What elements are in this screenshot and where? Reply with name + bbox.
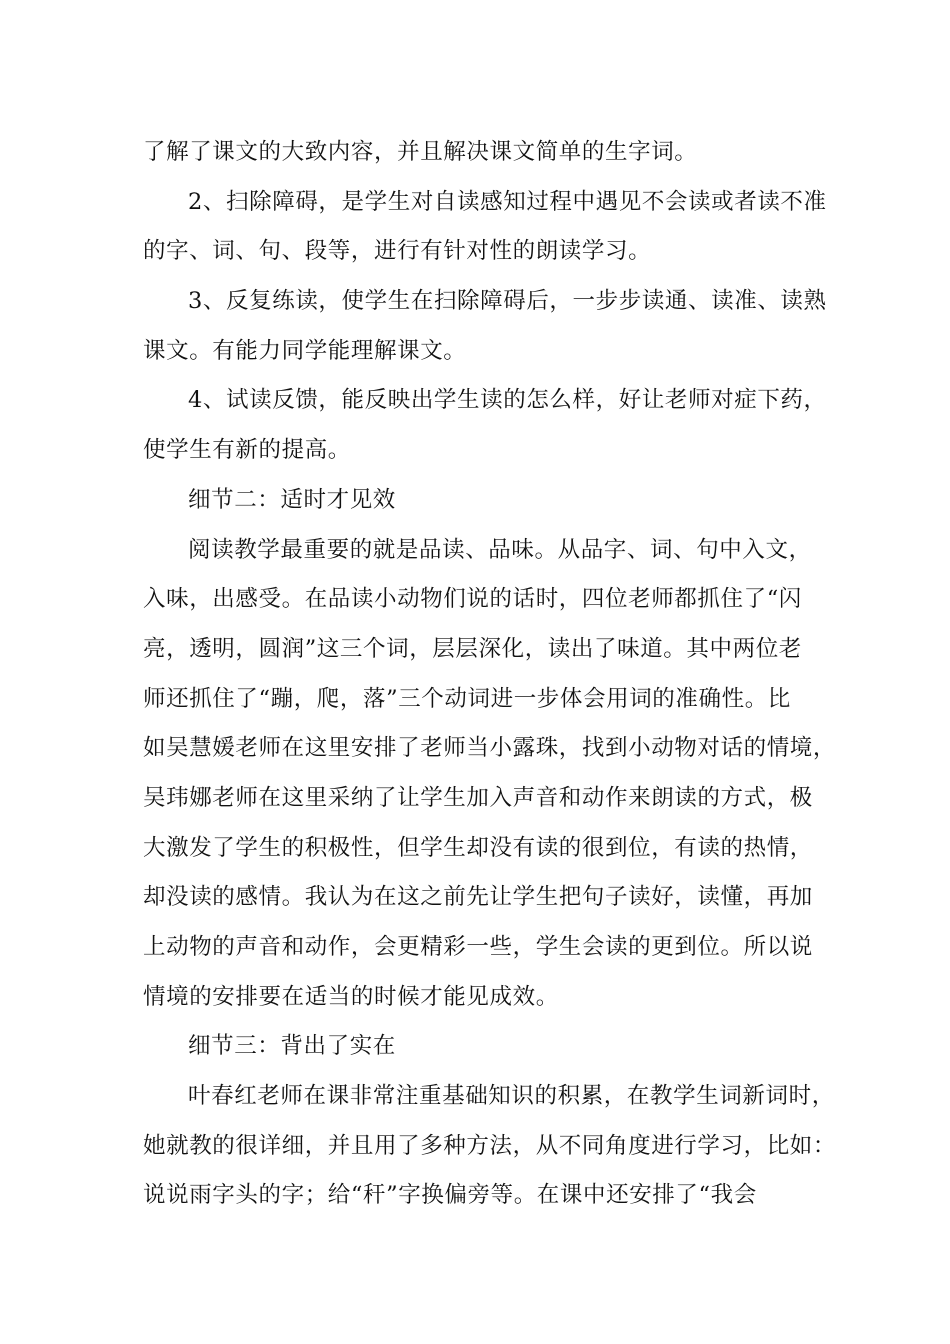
text-line: 入味，出感受。在品读小动物们说的话时，四位老师都抓住了“闪 (143, 586, 802, 613)
text-line: 2、扫除障碍，是学生对自读感知过程中遇见不会读或者读不准 (188, 188, 827, 215)
section-heading: 细节三：背出了实在 (188, 1033, 396, 1060)
text-line: 3、反复练读，使学生在扫除障碍后，一步步读通、读准、读熟 (188, 288, 827, 315)
text-line: 情境的安排要在适当的时候才能见成效。 (143, 983, 559, 1010)
text-line: 却没读的感情。我认为在这之前先让学生把句子读好，读懂，再加 (143, 884, 813, 911)
section-heading: 细节二：适时才见效 (188, 486, 396, 513)
text-line: 了解了课文的大致内容，并且解决课文简单的生字词。 (143, 139, 698, 165)
text-line: 说说雨字头的字；给“秆”字换偏旁等。在课中还安排了“我会 (143, 1182, 757, 1209)
text-line: 叶春红老师在课非常注重基础知识的积累，在教学生词新词时， (188, 1083, 835, 1110)
text-line: 师还抓住了“蹦，爬，落”三个动词进一步体会用词的准确性。比 (143, 685, 791, 712)
text-line: 阅读教学最重要的就是品读、品味。从品字、词、句中入文， (188, 536, 812, 563)
body-text (143, 128, 837, 1221)
text-line: 上动物的声音和动作，会更精彩一些，学生会读的更到位。所以说 (143, 934, 813, 960)
text-line: 亮，透明，圆润”这三个词，层层深化，读出了味道。其中两位老 (143, 635, 802, 662)
text-line: 大激发了学生的积极性，但学生却没有读的很到位，有读的热情， (143, 834, 813, 861)
text-line: 使学生有新的提高。 (143, 437, 351, 464)
text-line: 如吴慧媛老师在这里安排了老师当小露珠，找到小动物对话的情境， (143, 735, 837, 762)
text-line: 4、试读反馈，能反映出学生读的怎么样，好让老师对症下药， (188, 387, 827, 414)
text-line: 吴玮娜老师在这里采纳了让学生加入声音和动作来朗读的方式，极 (143, 784, 813, 811)
text-line: 她就教的很详细，并且用了多种方法，从不同角度进行学习，比如： (143, 1132, 837, 1159)
text-line: 课文。有能力同学能理解课文。 (143, 337, 467, 364)
text-line: 的字、词、句、段等，进行有针对性的朗读学习。 (143, 238, 652, 265)
